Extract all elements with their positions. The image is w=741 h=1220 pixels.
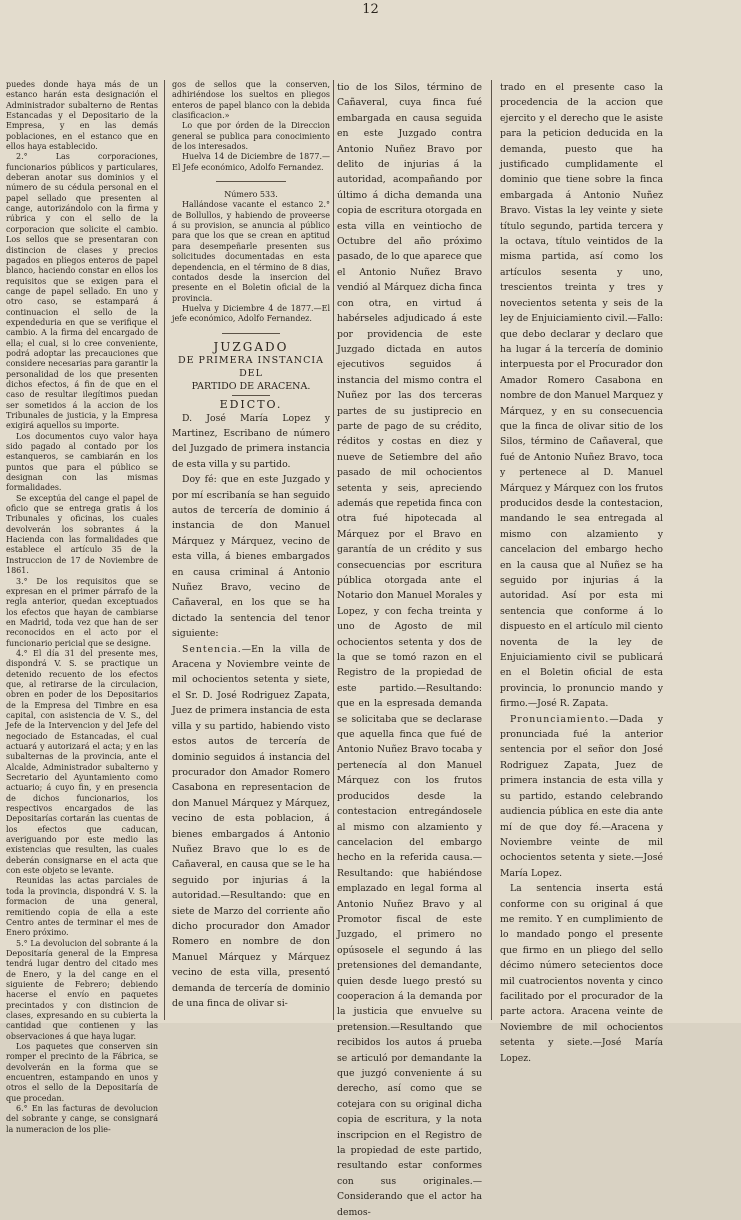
paragraph: gos de sellos que la conserven, adhiriéndose los sueltos en pliegos enteros de papel blanco con la debida clasificacion.» xyxy=(172,80,330,121)
paragraph: Reunidas las actas parciales de toda la provincia, dispondrá V. S. la formacion de una general, remitiendo copia de ella a este Centro antes de terminar el mes de Enero próximo. xyxy=(6,876,158,938)
paragraph: D. José María Lopez y Martinez, Escribano de número del Juzgado de primera instancia de esta villa y su partido. xyxy=(172,412,330,470)
paragraph: puedes donde haya más de un estanco harán esta designación el Administrador subalterno de Rentas Estancadas y el Depositario de la Empresa, y en las demás poblaciones, en el estanco que en ellos haya establecido. xyxy=(6,80,158,152)
pronunciamiento-text: —Dada y pronunciada fué la anterior sentencia por el señor don José Rodriguez Zapata, Juez de primera instancia de esta villa y su partido, estando celebrando audiencia pública en este dia ante mí de que doy fé.—Aracena y Noviembre veinte de mil ochocientos setenta y siete.—José María Lopez. xyxy=(500,713,663,879)
paragraph: Los documentos cuyo valor haya sido pagado al contado por los estanqueros, se cambiarán en los puntos que para el público se designan con las mismas formalidades. xyxy=(6,431,158,493)
divider xyxy=(222,333,280,334)
column-rule xyxy=(491,80,492,1020)
sentencia-label: Sentencia. xyxy=(182,643,242,655)
notice-number: Número 533. xyxy=(224,190,278,200)
court-subheading: DEL xyxy=(239,367,263,379)
paragraph: 3.° De los requisitos que se expresan en el primer párrafo de la regla anterior, quedan exceptuados los efectos que hayan de cambiarse en Madrid, toda vez que han de ser reconocidos en el acto por el funcionario pericial que se designe. xyxy=(6,576,158,648)
court-heading: JUZGADO xyxy=(213,339,289,354)
column-rule xyxy=(333,80,334,1020)
paragraph: 6.° En las facturas de devolucion del sobrante y cange, se consignará la numeracion de los plie- xyxy=(6,1104,158,1134)
paragraph: 2.° Las corporaciones, funcionarios públicos y particulares, deberan anotar sus dominios y el número de su cédula personal en el papel sellado que presenten al cange, autorizándolo con la firma y rúbrica y con el sello de la corporacion que solicite el cambio. Los sellos que se presentaran con distincion de clases y precios pagados en pliegos enteros de papel blanco, haciendo constar en ellos los requisitos que se exigen para el cange de papel sellado. En uno y otro caso, se estampará á continuacion el sello de la expendeduria en que se verifique el cambio. A la firma del encargado de ella; el cual, si lo cree conveniente, podrá adoptar las precauciones que considere necesarias para garantir la personalidad de los que presenten dichos efectos, á fin de que en el caso de resultar ilegítimos puedan ser sometidos á la accion de los Tribunales de justicia, y la Empresa exigirá aquellos su importe. xyxy=(6,152,158,431)
court-subheading: DE PRIMERA INSTANCIA xyxy=(177,354,324,366)
column-3 xyxy=(337,80,482,1220)
paragraph xyxy=(500,712,663,881)
divider xyxy=(232,395,270,396)
paragraph xyxy=(172,642,330,1012)
pronunciamiento-label: Pronunciamiento. xyxy=(510,713,610,725)
paragraph: Se exceptúa del cange el papel de oficio que se entrega gratis á los Tribunales y oficinas, los cuales devolverán los sobrantes á la Hacienda con las formalidades que establece el artículo 35 de la Instruccion de 17 de Noviembre de 1861. xyxy=(6,493,158,576)
paragraph: 5.° La devolucion del sobrante á la Depositaría general de la Empresa tendrá lugar dentro del citado mes de Enero, y la del cange en el siguiente de Febrero; debiendo hacerse el envío en paquetes precintados y con distincion de clases, expresando en su cubierta la cantidad que contienen y las observaciones á que haya lugar. xyxy=(6,938,158,1041)
column-2 xyxy=(172,80,330,1011)
paragraph: La sentencia inserta está conforme con su original á que me remito. Y en cumplimiento de lo mandado pongo el presente que firmo en un pliego del sello décimo número setecientos doce mil cuatrocientos noventa y cinco facilitado por el procurador de la parte actora. Aracena veinte de Noviembre de mil ochocientos setenta y siete.—José María Lopez. xyxy=(500,883,663,1064)
court-subheading: PARTIDO DE ARACENA. xyxy=(191,380,311,392)
paragraph: Doy fé: que en este Juzgado y por mí escribanía se han seguido autos de tercería de dominio á instancia de don Manuel Márquez y Márquez, vecino de esta villa, á bienes embargados en causa criminal á Antonio Nuñez Bravo, vecino de Cañaveral, en los que se ha dictado la sentencia del tenor siguiente: xyxy=(172,474,330,640)
page-number: 12 xyxy=(362,2,379,17)
sentencia-text: —En la villa de Aracena y Noviembre veinte de mil ochocientos setenta y siete, el Sr. D. José Rodriguez Zapata, Juez de primera instancia de esta villa y su partido, habiendo visto estos autos de tercería de dominio seguidos á instancia del procurador don Amador Romero Casabona en representacion de don Manuel Márquez y Márquez, vecino de esta poblacion, á bienes embargados á Antonio Nuñez Bravo que lo es de Cañaveral, en causa que se le ha seguido por injurias á la autoridad.—Resultando: que en siete de Marzo del corriente año dicho procurador don Amador Romero en nombre de don Manuel Márquez y Márquez vecino de esta villa, presentó demanda de tercería de dominio de una finca de olivar si- xyxy=(172,643,330,1009)
signature: Huelva 14 de Diciembre de 1877.—El Jefe económico, Adolfo Fernandez. xyxy=(172,152,330,172)
column-1 xyxy=(6,80,158,1135)
paragraph: Lo que por órden de la Direccion general se publica para conocimiento de los interesados. xyxy=(172,121,330,152)
paragraph: Los paquetes que conserven sin romper el precinto de la Fábrica, se devolverán en la forma que se encuentren, estampando en unos y otros el sello de la Depositaría de que procedan. xyxy=(6,1041,158,1103)
signature: Huelva y Diciembre 4 de 1877.—El jefe económico, Adolfo Fernandez. xyxy=(172,303,330,324)
paragraph: tio de los Silos, término de Cañaveral, cuya finca fué embargada en causa seguida en este Juzgado contra Antonio Nuñez Bravo por delito de injurias á la autoridad, acompañando por último á dicha demanda una copia de escritura otorgada en esta villa en veintiocho de Octubre del año próximo pasado, de lo que aparece que el Antonio Nuñez Bravo vendió al Márquez dicha finca con otra, en virtud á habérseles adjudicado á este por providencia de este Juzgado dictada en autos ejecutivos seguidos á instancia del mismo contra el Nuñez por las dos terceras partes de su justiprecio en parte de pago de su crédito, réditos y costas en diez y nueve de Setiembre del año pasado de mil ochocientos setenta y seis, apreciendo además que repetida finca con otra fué hipotecada al Márquez por el Bravo en garantía de un crédito y sus consecuencias por escritura pública otorgada ante el Notario don Manuel Morales y Lopez, y con fecha treinta y uno de Agosto de mil ochocientos setenta y dos de la que se tomó razon en el Registro de la propiedad de este partido.—Resultando: que en la espresada demanda se solicitaba que se declarase que aquella finca que fué de Antonio Nuñez Bravo tocaba y pertenecía al don Manuel Márquez con los frutos producidos desde la contestacion entregándosele al mismo con alzamiento y cancelacion del embargo hecho en la referida causa.—Resultando: que habiéndose emplazado en legal forma al Antonio Nuñez Bravo y al Promotor fiscal de este Juzgado, el primero no opúsosele el segundo á las pretensiones del demandante, quien desde luego prestó su cooperacion á la demanda por la justicia que envuelve su pretension.—Resultando que recibidos los autos á prueba se articuló por demandante la que juzgó conveniente á su derecho, así como que se cotejara con su original dicha copia de escritura, y la nota inscripcion en el Registro de la propiedad de este partido, resultando estar conformes con sus originales.—Considerando que el actor ha demos- xyxy=(337,82,483,1218)
paragraph: trado en el presente caso la procedencia de la accion que ejercito y el derecho que le asiste para la peticion deducida en la demanda, puesto que ha justificado cumplidamente el dominio que tiene sobre la finca embargada á Antonio Nuñez Bravo. Vistas la ley veinte y siete título segundo, partida tercera y la octava, título veintidos de la misma partida, así como los artículos sesenta y uno, trescientos treinta y tres y novecientos setenta y seis de la ley de Enjuiciamiento civil.—Fallo: que debo declarar y declaro que ha lugar á la tercería de dominio interpuesta por el Procurador don Amador Romero Casabona en nombre de don Manuel Marquez y Márquez, y en su consecuencia que la finca de olivar sitio de los Silos, término de Cañaveral, que fué de Antonio Nuñez Bravo, toca y pertenece al D. Manuel Márquez y Márquez con los frutos producidos desde la contestacion, mandando le sea entregada al mismo con alzamiento y cancelacion del embargo hecho en la causa que al Nuñez se ha seguido por injurias á la autoridad. Así por esta mi sentencia que conforme á lo dispuesto en el artículo mil ciento noventa de la ley de Enjuiciamiento civil se publicará en el Boletin oficial de esta provincia, lo pronuncio mando y firmo.—José R. Zapata. xyxy=(500,82,663,710)
paragraph: Hallándose vacante el estanco 2.° de Bollullos, y habiendo de proveerse á su provision, se anuncia al público para que los que se crean en aptitud para desempeñarle presenten sus solicitudes documentadas en esta dependencia, en el término de 8 dias, contados desde la insercion del presente en el Boletin oficial de la provincia. xyxy=(172,200,330,303)
column-rule xyxy=(164,80,165,1020)
paragraph: 4.° El día 31 del presente mes, dispondrá V. S. se practique un detenido recuento de los efectos que, al retirarse de la circulacion, obren en poder de los Depositarios de la Empresa del Timbre en esa capital, con asistencia de V. S., del Jefe de la Intervencion y del Jefe del negociado de Estancadas, el cual actuará y autorizará el acta; y en las subalternas de la provincia, ante el Alcalde, Administrador subalterno y Secretario del Ayuntamiento como actuario; á cuyo fin, y en presencia de dichos funcionarios, los respectivos encargados de las Depositarías cortarán las cuentas de los efectos que caducan, averiguando por este medio las existencias que resulten, las cuales deberán consignarse en el acta que con este objeto se levante. xyxy=(6,648,158,876)
divider xyxy=(216,181,286,182)
column-4 xyxy=(500,80,663,1066)
edicto-title: EDICTO. xyxy=(219,397,283,411)
